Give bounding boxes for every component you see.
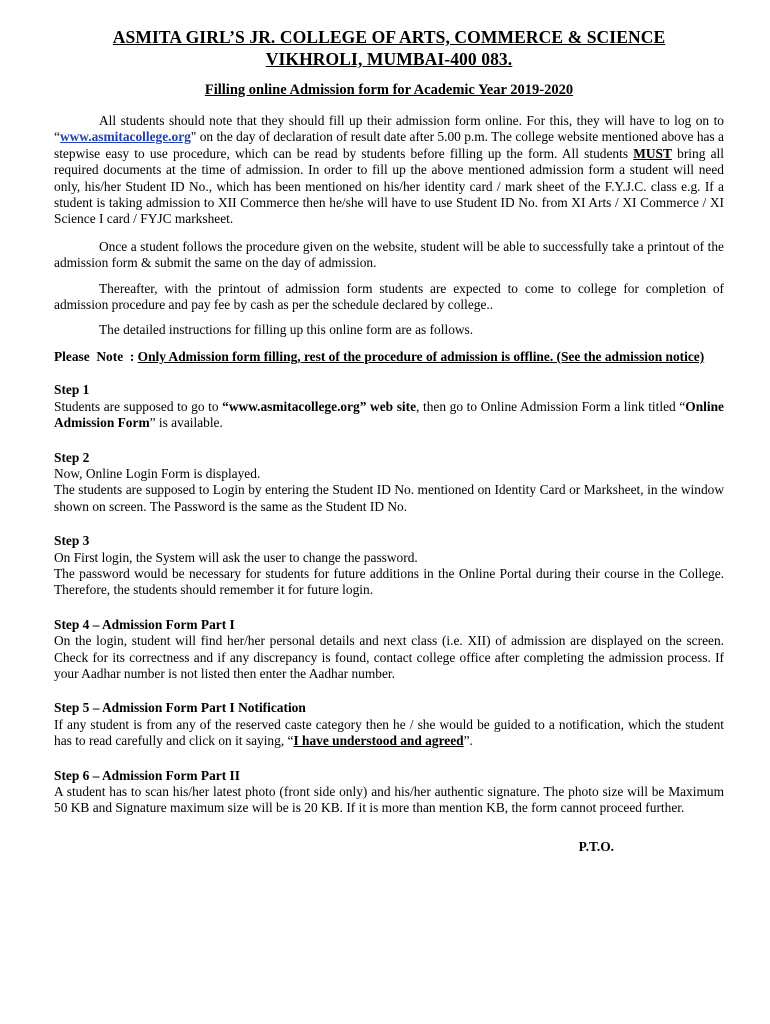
- step-3-heading: Step 3: [54, 533, 90, 549]
- step-4-text: On the login, student will find her/her personal details and next class (i.e. XII) of admission are displayed on the screen. Check for its correctness and if any discrepancy is found, contact college office after completing the admission process. If your Aadhar number is not listed then enter the Aadhar number.: [54, 633, 724, 681]
- step-1-text-b: , then go to Online Admission Form a link titled “: [416, 398, 686, 414]
- note-text: Only Admission form filling, rest of the procedure of admission is offline. (See the admission notice): [137, 348, 705, 364]
- intro-paragraph-3: Thereafter, with the printout of admission form students are expected to come to college for completion of admission procedure and pay fee by cash as per the schedule declared by college..: [54, 280, 724, 313]
- step-1-text: [54, 399, 724, 432]
- intro-text-a: All students should note that they should fill up their admission form online. For this, they will have to log on to “: [54, 113, 724, 145]
- document-page: [54, 24, 724, 855]
- step-1-text-a: Students are supposed to go to: [54, 398, 223, 414]
- step-1-website: “www.asmitacollege.org” web site: [222, 398, 417, 414]
- step-5-text-b: ”.: [463, 733, 473, 749]
- intro-text-b: " on the day of declaration of result date after 5.00 p.m. The college website mentioned above has a stepwise easy to use procedure, which can be read by students before filling up the form. All students: [54, 129, 724, 161]
- step-3-line-2: The password would be necessary for students for future additions in the Online Portal during their course in the College. Therefore, the students should remember it for future login.: [54, 565, 724, 598]
- intro-paragraph-2: Once a student follows the procedure given on the website, student will be able to successfully take a printout of the admission form & submit the same on the day of admission.: [54, 238, 724, 271]
- college-address-heading: VIKHROLI, MUMBAI-400 083.: [265, 49, 513, 69]
- step-2-heading: Step 2: [54, 449, 90, 465]
- step-6-heading: Step 6 – Admission Form Part II: [54, 767, 240, 783]
- intro-paragraph-1: [54, 113, 724, 228]
- note-label: Please Note :: [54, 348, 138, 364]
- step-4-heading: Step 4 – Admission Form Part I: [54, 616, 235, 632]
- step-2-line-2: The students are supposed to Login by entering the Student ID No. mentioned on Identity Card or Marksheet, in the window shown on screen. The Password is the same as the Student ID No.: [54, 482, 724, 514]
- step-3-line-1: On First login, the System will ask the user to change the password.: [54, 549, 418, 565]
- intro-text-c: bring all required documents at the time of admission. In order to fill up the above mentioned admission form a student will need only, his/her Student ID No., which has been mentioned on his/her identity card / mark sheet of the F.Y.J.C. class e.g. If a student is taking admission to XII Commerce then he/she will have to use Student ID No. from XI Arts / XI Commerce / XI Science I card / FYJC marksheet.: [54, 145, 724, 227]
- intro-paragraph-4: The detailed instructions for filling up this online form are as follows.: [99, 322, 474, 338]
- must-emphasis: MUST: [633, 145, 672, 161]
- step-6-text: A student has to scan his/her latest photo (front side only) and his/her authentic signature. The photo size will be Maximum 50 KB and Signature maximum size will be is 20 KB. If it is more than mention KB, the form cannot proceed further.: [54, 784, 724, 816]
- step-5-text: [54, 717, 724, 750]
- form-title: Filling online Admission form for Academic Year 2019-2020: [204, 82, 574, 98]
- college-name-heading: ASMITA GIRL’S JR. COLLEGE OF ARTS, COMMERCE & SCIENCE: [112, 27, 666, 47]
- step-1-text-c: ” is available.: [149, 415, 223, 431]
- pto-marker: P.T.O.: [578, 838, 614, 854]
- step-1-link-title: Online Admission Form: [54, 398, 724, 431]
- please-note: [54, 349, 724, 365]
- step-5-heading: Step 5 – Admission Form Part I Notification: [54, 700, 306, 716]
- college-website-link[interactable]: www.asmitacollege.org: [59, 129, 191, 145]
- agree-phrase: I have understood and agreed: [293, 733, 464, 749]
- step-5-text-a: If any student is from any of the reserved caste category then he / she would be guided to a notification, which the student has to read carefully and click on it saying, “: [54, 716, 724, 749]
- step-1-heading: Step 1: [54, 382, 90, 398]
- step-2-line-1: Now, Online Login Form is displayed.: [54, 465, 261, 481]
